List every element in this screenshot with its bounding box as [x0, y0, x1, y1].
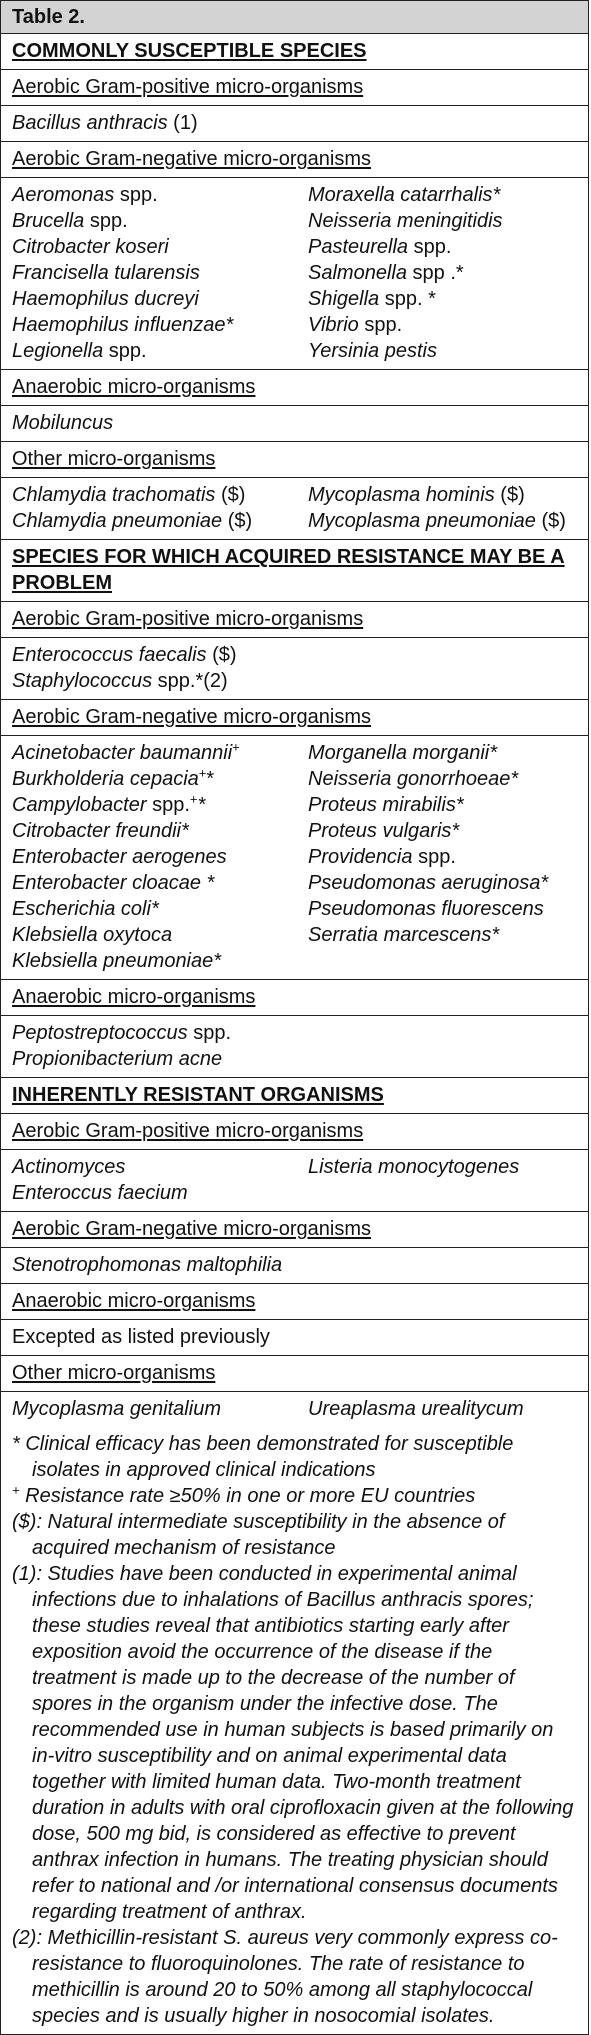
organism-list	[1, 1016, 588, 1078]
organism-list	[1, 638, 588, 700]
plus-symbol: +	[12, 1482, 20, 1498]
organism-name: Shigella	[308, 288, 380, 310]
footnote-plus-text: Resistance rate ≥50% in one or more EU countries	[19, 1485, 476, 1507]
organism-item	[12, 1046, 577, 1072]
organism-name: Mycoplasma hominis	[308, 484, 495, 506]
group-label: Aerobic Gram-positive micro-organisms	[1, 602, 588, 638]
organism-name: Peptostreptococcus	[12, 1022, 188, 1044]
organism-name: Burkholderia cepacia	[12, 768, 199, 790]
organism-item	[12, 922, 308, 948]
organism-name: Neisseria gonorrhoeae*	[308, 768, 519, 790]
organism-item	[12, 1324, 577, 1350]
organism-item	[12, 818, 308, 844]
organism-item	[308, 740, 577, 766]
organism-list	[1, 406, 588, 442]
organism-note: spp.	[146, 794, 190, 816]
organism-item	[308, 922, 577, 948]
organism-name: Enterococcus faecalis	[12, 644, 207, 666]
organism-item	[12, 286, 308, 312]
organism-name: Ureaplasma urealitycum	[308, 1398, 524, 1420]
organism-item	[12, 740, 308, 766]
organism-name: Francisella tularensis	[12, 262, 200, 284]
organism-note: spp.	[187, 1022, 232, 1044]
organism-item	[12, 1252, 577, 1278]
organism-note: spp.	[412, 846, 456, 868]
organism-note: ($)	[535, 510, 566, 532]
group-label: Other micro-organisms	[1, 442, 588, 478]
organism-name: Pseudomonas aeruginosa*	[308, 872, 549, 894]
organism-name: Enteroccus faecium	[12, 1182, 188, 1204]
organism-item	[12, 260, 308, 286]
table-title: Table 2.	[1, 1, 588, 34]
organism-item	[12, 766, 308, 792]
organism-note: ($)	[494, 484, 525, 506]
organism-item	[12, 1180, 577, 1206]
organism-list	[1, 178, 588, 370]
organism-name: Campylobacter	[12, 794, 147, 816]
group-label: Anaerobic micro-organisms	[1, 980, 588, 1016]
organism-name: Mycoplasma pneumoniae	[308, 510, 536, 532]
group-label: Aerobic Gram-negative micro-organisms	[1, 142, 588, 178]
organism-name: Stenotrophomonas maltophilia	[12, 1254, 283, 1276]
organism-name: Bacillus anthracis	[12, 112, 168, 134]
organism-name: Aeromonas	[12, 184, 115, 206]
group-label: Anaerobic micro-organisms	[1, 370, 588, 406]
organism-name: Providencia	[308, 846, 413, 868]
organism-note: Excepted as listed previously	[12, 1326, 270, 1348]
organism-name: Mobiluncus	[12, 412, 114, 434]
resistance-marker: +	[198, 765, 207, 781]
organism-note: spp .*	[406, 262, 464, 284]
organism-item	[12, 508, 308, 534]
group-label: Aerobic Gram-negative micro-organisms	[1, 700, 588, 736]
organism-note: *	[197, 794, 206, 816]
organism-name: Pseudomonas fluorescens	[308, 898, 544, 920]
resistance-marker: +	[232, 739, 240, 755]
organism-item	[308, 1396, 577, 1422]
organism-name: Brucella	[12, 210, 85, 232]
organism-item	[12, 1154, 308, 1180]
organism-note: *	[206, 768, 215, 790]
organism-note: (1)	[167, 112, 198, 134]
organism-name: Moraxella catarrhalis*	[308, 184, 501, 206]
organism-note: spp.	[84, 210, 128, 232]
footnote-star: * Clinical efficacy has been demonstrated for susceptible isolates in approved clinical indications	[12, 1433, 514, 1481]
organism-item	[308, 870, 577, 896]
organism-item	[308, 312, 577, 338]
organism-item	[308, 766, 577, 792]
organism-name: Legionella	[12, 340, 104, 362]
group-label: Aerobic Gram-positive micro-organisms	[1, 70, 588, 106]
organism-item	[308, 338, 577, 364]
organism-name: Salmonella	[308, 262, 407, 284]
resistance-marker: +	[189, 791, 198, 807]
organism-name: Haemophilus ducreyi	[12, 288, 199, 310]
organism-name: Actinomyces	[12, 1156, 126, 1178]
organism-item	[12, 668, 577, 694]
organism-item	[308, 818, 577, 844]
organism-item	[308, 234, 577, 260]
organism-note: ($)	[215, 484, 246, 506]
organism-item	[12, 844, 308, 870]
organism-name: Yersinia pestis	[308, 340, 437, 362]
sections-container	[1, 34, 588, 1427]
organism-name: Chlamydia pneumoniae	[12, 510, 223, 532]
organism-name: Enterobacter cloacae *	[12, 872, 215, 894]
group-label: Aerobic Gram-positive micro-organisms	[1, 1114, 588, 1150]
organism-name: Serratia marcescens*	[308, 924, 500, 946]
organism-list	[1, 1392, 588, 1427]
group-label: Aerobic Gram-negative micro-organisms	[1, 1212, 588, 1248]
organism-name: Klebsiella oxytoca	[12, 924, 173, 946]
organism-item	[12, 410, 577, 436]
group-label: Other micro-organisms	[1, 1356, 588, 1392]
organism-item	[308, 792, 577, 818]
organism-name: Vibrio	[308, 314, 359, 336]
organism-note: spp.	[103, 340, 147, 362]
organism-note: ($)	[222, 510, 253, 532]
organism-item	[12, 1396, 308, 1422]
organism-item	[12, 338, 308, 364]
organism-item	[12, 110, 577, 136]
organism-name: Enterobacter aerogenes	[12, 846, 227, 868]
organism-name: Proteus vulgaris*	[308, 820, 460, 842]
organism-list	[1, 106, 588, 142]
organism-item	[308, 286, 577, 312]
organism-name: Klebsiella pneumoniae*	[12, 950, 222, 972]
organism-name: Staphylococcus	[12, 670, 153, 692]
section-heading: SPECIES FOR WHICH ACQUIRED RESISTANCE MAY BE A PROBLEM	[1, 540, 588, 602]
organism-item	[308, 896, 577, 922]
organism-item	[12, 234, 308, 260]
footnotes	[1, 1427, 588, 2034]
organism-item	[308, 260, 577, 286]
organism-item	[12, 642, 577, 668]
organism-list	[1, 736, 588, 980]
organism-note: spp.*(2)	[152, 670, 228, 692]
organism-item	[308, 182, 577, 208]
group-label: Anaerobic micro-organisms	[1, 1284, 588, 1320]
organism-item	[308, 844, 577, 870]
organism-list	[1, 1248, 588, 1284]
organism-item	[12, 208, 308, 234]
organism-item	[308, 208, 577, 234]
organism-list	[1, 1320, 588, 1356]
organism-item	[12, 896, 308, 922]
organism-name: Chlamydia trachomatis	[12, 484, 216, 506]
organism-name: Haemophilus influenzae*	[12, 314, 234, 336]
section-heading: INHERENTLY RESISTANT ORGANISMS	[1, 1078, 588, 1114]
footnote-dollar: ($): Natural intermediate susceptibility in the absence of acquired mechanism of resistance	[12, 1511, 505, 1559]
organism-note: spp.	[358, 314, 403, 336]
organism-name: Citrobacter freundii*	[12, 820, 189, 842]
organism-note: ($)	[206, 644, 237, 666]
organism-item	[12, 792, 308, 818]
organism-name: Neisseria meningitidis	[308, 210, 503, 232]
organism-item	[308, 508, 577, 534]
organism-item	[308, 1154, 577, 1180]
organism-name: Escherichia coli*	[12, 898, 159, 920]
footnote-1: (1): Studies have been conducted in experimental animal infections due to inhalations of Bacillus anthracis spores; these studies reveal that antibiotics starting early after exposition avoid the occurrence of the disease if the treatment is made up to the decrease of the number of spores in the organism under the infective dose. The recommended use in human subjects is based primarily on in-vitro susceptibility and on animal experimental data together with limited human data. Two-month treatment duration in adults with oral ciprofloxacin given at the following dose, 500 mg bid, is considered as effective to prevent anthrax infection in humans. The treating physician should refer to national and /or international consensus documents regarding treatment of anthrax.	[12, 1563, 574, 1923]
organism-name: Citrobacter koseri	[12, 236, 169, 258]
organism-list	[1, 1150, 588, 1212]
footnote-plus	[12, 1483, 577, 1509]
section-heading: COMMONLY SUSCEPTIBLE SPECIES	[1, 34, 588, 70]
organism-name: Morganella morganii*	[308, 742, 497, 764]
organism-note: spp.	[408, 236, 452, 258]
organism-item	[12, 948, 577, 974]
organism-item	[12, 312, 308, 338]
footnote-2: (2): Methicillin-resistant S. aureus very commonly express co-resistance to fluoroquinolones. The rate of resistance to methicillin is around 20 to 50% among all staphylococcal species and is usually higher in nosocomial isolates.	[12, 1927, 558, 2027]
organism-name: Listeria monocytogenes	[308, 1156, 520, 1178]
organism-item	[12, 1020, 577, 1046]
organism-name: Pasteurella	[308, 236, 409, 258]
organism-item	[12, 182, 308, 208]
organism-name: Propionibacterium acne	[12, 1048, 223, 1070]
organism-list	[1, 478, 588, 540]
organism-item	[12, 870, 308, 896]
organism-note: spp.	[114, 184, 158, 206]
organism-item	[308, 482, 577, 508]
organism-note: spp. *	[379, 288, 436, 310]
organism-name: Proteus mirabilis*	[308, 794, 464, 816]
organism-item	[12, 482, 308, 508]
organism-name: Acinetobacter baumannii	[12, 742, 233, 764]
organism-name: Mycoplasma genitalium	[12, 1398, 221, 1420]
